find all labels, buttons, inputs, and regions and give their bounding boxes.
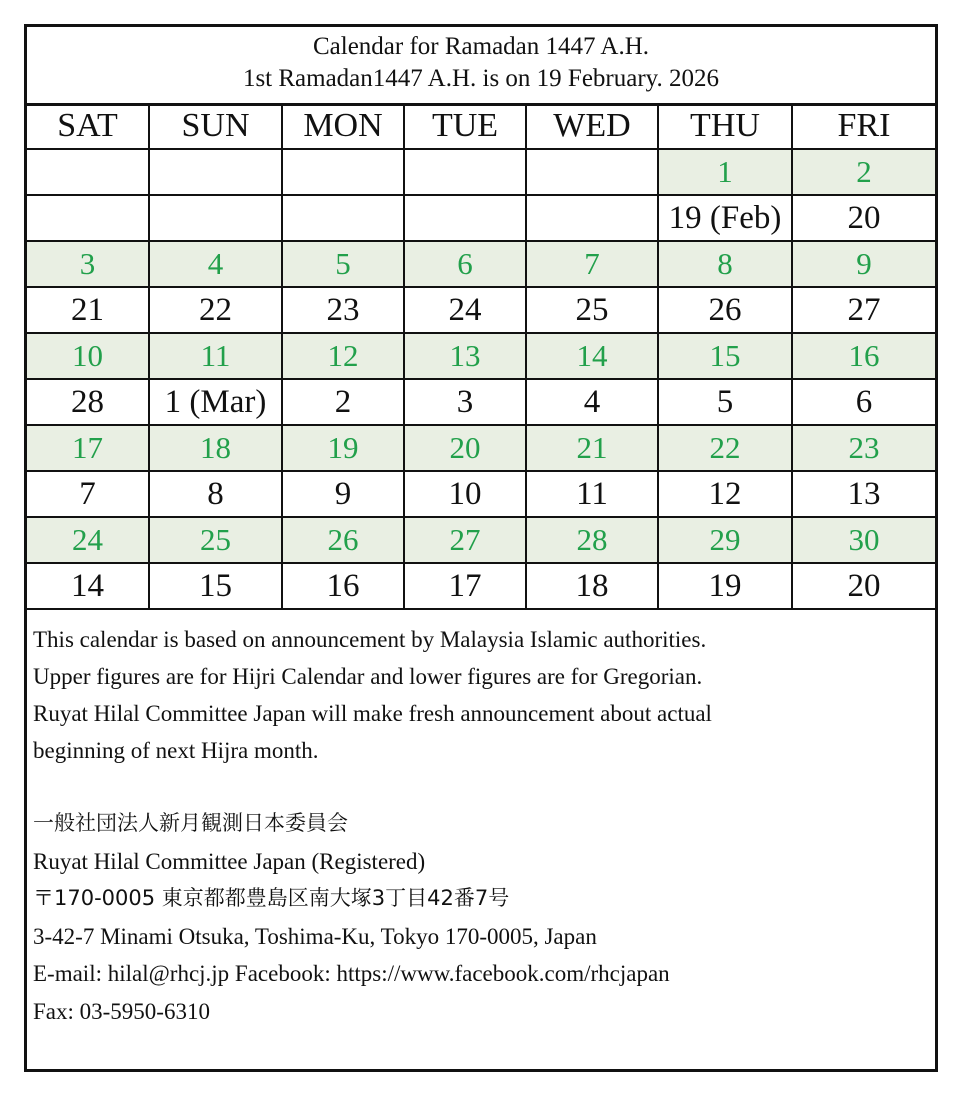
hijri-day-cell: 24 (27, 517, 149, 563)
hijri-day-cell: 21 (526, 425, 658, 471)
gregorian-day-cell: 10 (404, 471, 526, 517)
hijri-row (27, 333, 935, 379)
gregorian-day-cell: 11 (526, 471, 658, 517)
contact-section (33, 805, 933, 1030)
gregorian-day-cell: 15 (149, 563, 282, 609)
hijri-day-cell: 10 (27, 333, 149, 379)
hijri-day-cell (27, 149, 149, 195)
gregorian-day-cell: 25 (526, 287, 658, 333)
hijri-day-cell: 20 (404, 425, 526, 471)
gregorian-day-cell: 9 (282, 471, 404, 517)
gregorian-day-cell: 5 (658, 379, 792, 425)
hijri-row (27, 517, 935, 563)
gregorian-day-cell (149, 195, 282, 241)
gregorian-day-cell: 19 (Feb) (658, 195, 792, 241)
gregorian-day-cell: 12 (658, 471, 792, 517)
gregorian-day-cell: 3 (404, 379, 526, 425)
hijri-day-cell: 12 (282, 333, 404, 379)
hijri-day-cell: 29 (658, 517, 792, 563)
weekday-header: FRI (792, 103, 935, 149)
hijri-day-cell: 3 (27, 241, 149, 287)
hijri-row (27, 241, 935, 287)
gregorian-day-cell: 6 (792, 379, 935, 425)
gregorian-day-cell: 17 (404, 563, 526, 609)
note-line: beginning of next Hijra month. (33, 738, 319, 763)
gregorian-day-cell (526, 195, 658, 241)
calendar-subtitle: 1st Ramadan1447 A.H. is on 19 February. 2026 (242, 65, 720, 92)
gregorian-day-cell: 23 (282, 287, 404, 333)
gregorian-day-cell: 24 (404, 287, 526, 333)
hijri-day-cell: 11 (149, 333, 282, 379)
note-line: This calendar is based on announcement by Malaysia Islamic authorities. (33, 627, 707, 652)
hijri-day-cell (282, 149, 404, 195)
hijri-day-cell: 6 (404, 241, 526, 287)
hijri-day-cell: 7 (526, 241, 658, 287)
hijri-day-cell: 14 (526, 333, 658, 379)
hijri-day-cell: 26 (282, 517, 404, 563)
gregorian-day-cell (404, 195, 526, 241)
title-box (27, 27, 935, 106)
weekday-header: SUN (149, 103, 282, 149)
hijri-day-cell: 22 (658, 425, 792, 471)
hijri-day-cell: 1 (658, 149, 792, 195)
gregorian-day-cell: 18 (526, 563, 658, 609)
gregorian-day-cell: 26 (658, 287, 792, 333)
address-japanese: 〒170-0005 東京都都豊島区南大塚3丁目42番7号 (33, 886, 510, 910)
hijri-day-cell: 17 (27, 425, 149, 471)
gregorian-day-cell (27, 195, 149, 241)
hijri-day-cell: 30 (792, 517, 935, 563)
hijri-day-cell: 2 (792, 149, 935, 195)
hijri-day-cell: 19 (282, 425, 404, 471)
hijri-day-cell: 15 (658, 333, 792, 379)
hijri-day-cell: 16 (792, 333, 935, 379)
gregorian-day-cell: 20 (792, 195, 935, 241)
weekday-header: WED (526, 103, 658, 149)
hijri-day-cell: 27 (404, 517, 526, 563)
hijri-day-cell (404, 149, 526, 195)
gregorian-row (27, 471, 935, 517)
weekday-header-row (27, 103, 935, 149)
gregorian-day-cell (282, 195, 404, 241)
hijri-day-cell: 5 (282, 241, 404, 287)
hijri-day-cell: 25 (149, 517, 282, 563)
gregorian-row (27, 379, 935, 425)
gregorian-day-cell: 2 (282, 379, 404, 425)
gregorian-day-cell: 1 (Mar) (149, 379, 282, 425)
gregorian-day-cell: 16 (282, 563, 404, 609)
gregorian-row (27, 563, 935, 609)
note-line: Upper figures are for Hijri Calendar and lower figures are for Gregorian. (33, 664, 703, 689)
hijri-row (27, 425, 935, 471)
address: 3-42-7 Minami Otsuka, Toshima-Ku, Tokyo 170-0005, Japan (33, 923, 597, 949)
note-line: Ruyat Hilal Committee Japan will make fresh announcement about actual (33, 701, 712, 726)
weekday-header: TUE (404, 103, 526, 149)
weekday-header: MON (282, 103, 404, 149)
gregorian-day-cell: 28 (27, 379, 149, 425)
gregorian-row (27, 195, 935, 241)
hijri-row (27, 149, 935, 195)
hijri-day-cell: 28 (526, 517, 658, 563)
gregorian-day-cell: 14 (27, 563, 149, 609)
organization-name-japanese: 一般社団法人新月観測日本委員会 (33, 811, 348, 835)
gregorian-day-cell: 20 (792, 563, 935, 609)
gregorian-day-cell: 19 (658, 563, 792, 609)
notes-section (33, 621, 933, 769)
gregorian-day-cell: 8 (149, 471, 282, 517)
gregorian-row (27, 287, 935, 333)
calendar-title: Calendar for Ramadan 1447 A.H. (312, 33, 650, 60)
hijri-day-cell: 8 (658, 241, 792, 287)
weekday-header: THU (658, 103, 792, 149)
calendar-frame (24, 24, 938, 1072)
gregorian-day-cell: 4 (526, 379, 658, 425)
gregorian-day-cell: 22 (149, 287, 282, 333)
weekday-header: SAT (27, 103, 149, 149)
gregorian-day-cell: 21 (27, 287, 149, 333)
hijri-day-cell: 18 (149, 425, 282, 471)
hijri-day-cell (149, 149, 282, 195)
organization-name: Ruyat Hilal Committee Japan (Registered) (33, 848, 426, 874)
hijri-day-cell: 9 (792, 241, 935, 287)
hijri-day-cell: 4 (149, 241, 282, 287)
hijri-day-cell (526, 149, 658, 195)
gregorian-day-cell: 13 (792, 471, 935, 517)
hijri-day-cell: 23 (792, 425, 935, 471)
gregorian-day-cell: 27 (792, 287, 935, 333)
calendar-grid (27, 103, 935, 610)
email-facebook: E-mail: hilal@rhcj.jp Facebook: https://www.facebook.com/rhcjapan (33, 961, 670, 986)
fax-number: Fax: 03-5950-6310 (33, 998, 210, 1024)
hijri-day-cell: 13 (404, 333, 526, 379)
gregorian-day-cell: 7 (27, 471, 149, 517)
